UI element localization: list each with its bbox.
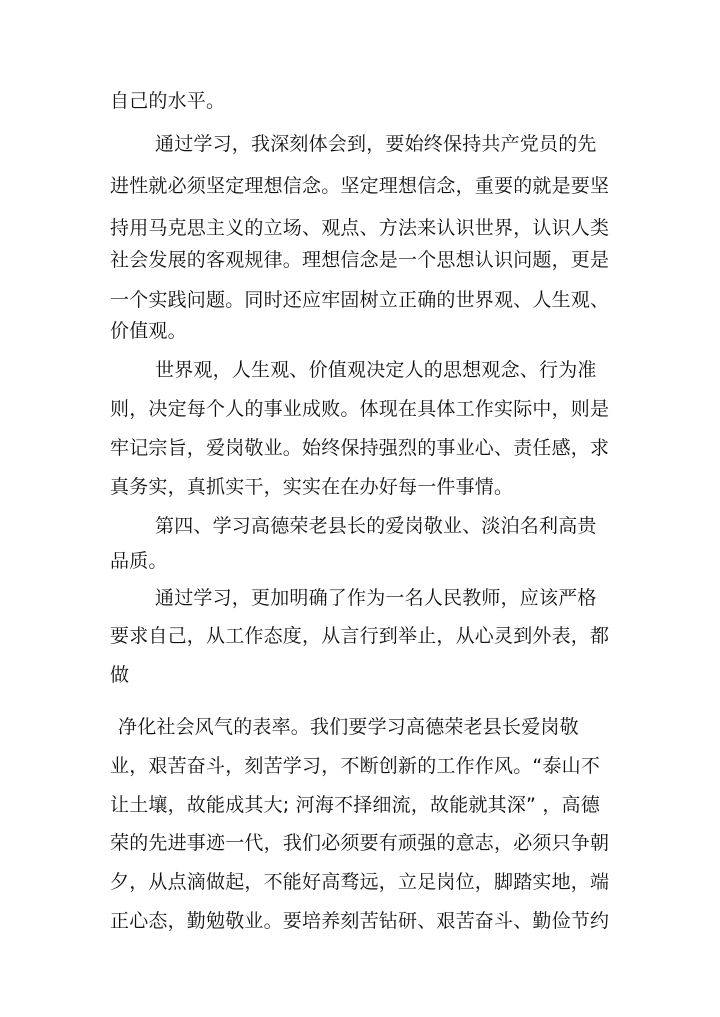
paragraph-start: 世界观，人生观、价值观决定人的思想观念、行为准: [155, 359, 597, 381]
section-heading: 第四、学习高德荣老县长的爱岗敬业、淡泊名利高贵: [155, 515, 597, 537]
text-line: 社会发展的客观规律。理想信念是一个思想认识问题，更是: [110, 249, 610, 271]
text-line: 持用马克思主义的立场、观点、方法来认识世界，认识人类: [110, 217, 610, 239]
text-line: 进性就必须坚定理想信念。坚定理想信念，重要的就是要坚: [110, 175, 610, 197]
text-line: 牢记宗旨，爱岗敬业。始终保持强烈的事业心、责任感，求: [110, 437, 610, 459]
text-line: 荣的先进事迹一代，我们必须要有顽强的意志，必须只争朝: [110, 832, 610, 854]
text-line: 要求自己，从工作态度，从言行到举止，从心灵到外表，都: [110, 625, 610, 647]
text-line: 真务实，真抓实干，实实在在办好每一件事情。: [110, 476, 514, 498]
paragraph-start: 通过学习，更加明确了作为一名人民教师，应该严格: [155, 587, 597, 609]
text-line: 让土壤，故能成其大; 河海不择细流，故能就其深” ，高德: [110, 794, 600, 816]
text-line: 做: [110, 664, 130, 686]
paragraph-start: 通过学习，我深刻体会到，要始终保持共产党员的先: [155, 133, 597, 155]
text-line: 业，艰苦奋斗，刻苦学习，不断创新的工作作风。“泰山不: [110, 755, 601, 777]
text-line: 自己的水平。: [110, 90, 226, 112]
text-line: 正心态，勤勉敬业。要培养刻苦钻研、艰苦奋斗、勤俭节约: [110, 910, 610, 932]
text-line: 则，决定每个人的事业成败。体现在具体工作实际中，则是: [110, 398, 610, 420]
text-line: 夕，从点滴做起，不能好高骛远，立足岗位，脚踏实地，端: [110, 871, 610, 893]
text-line: 一个实践问题。同时还应牢固树立正确的世界观、人生观、: [110, 289, 610, 311]
text-line: 净化社会风气的表率。我们要学习高德荣老县长爱岗敬: [118, 716, 579, 738]
section-heading-continued: 品质。: [110, 550, 168, 572]
text-line: 价值观。: [110, 320, 187, 342]
